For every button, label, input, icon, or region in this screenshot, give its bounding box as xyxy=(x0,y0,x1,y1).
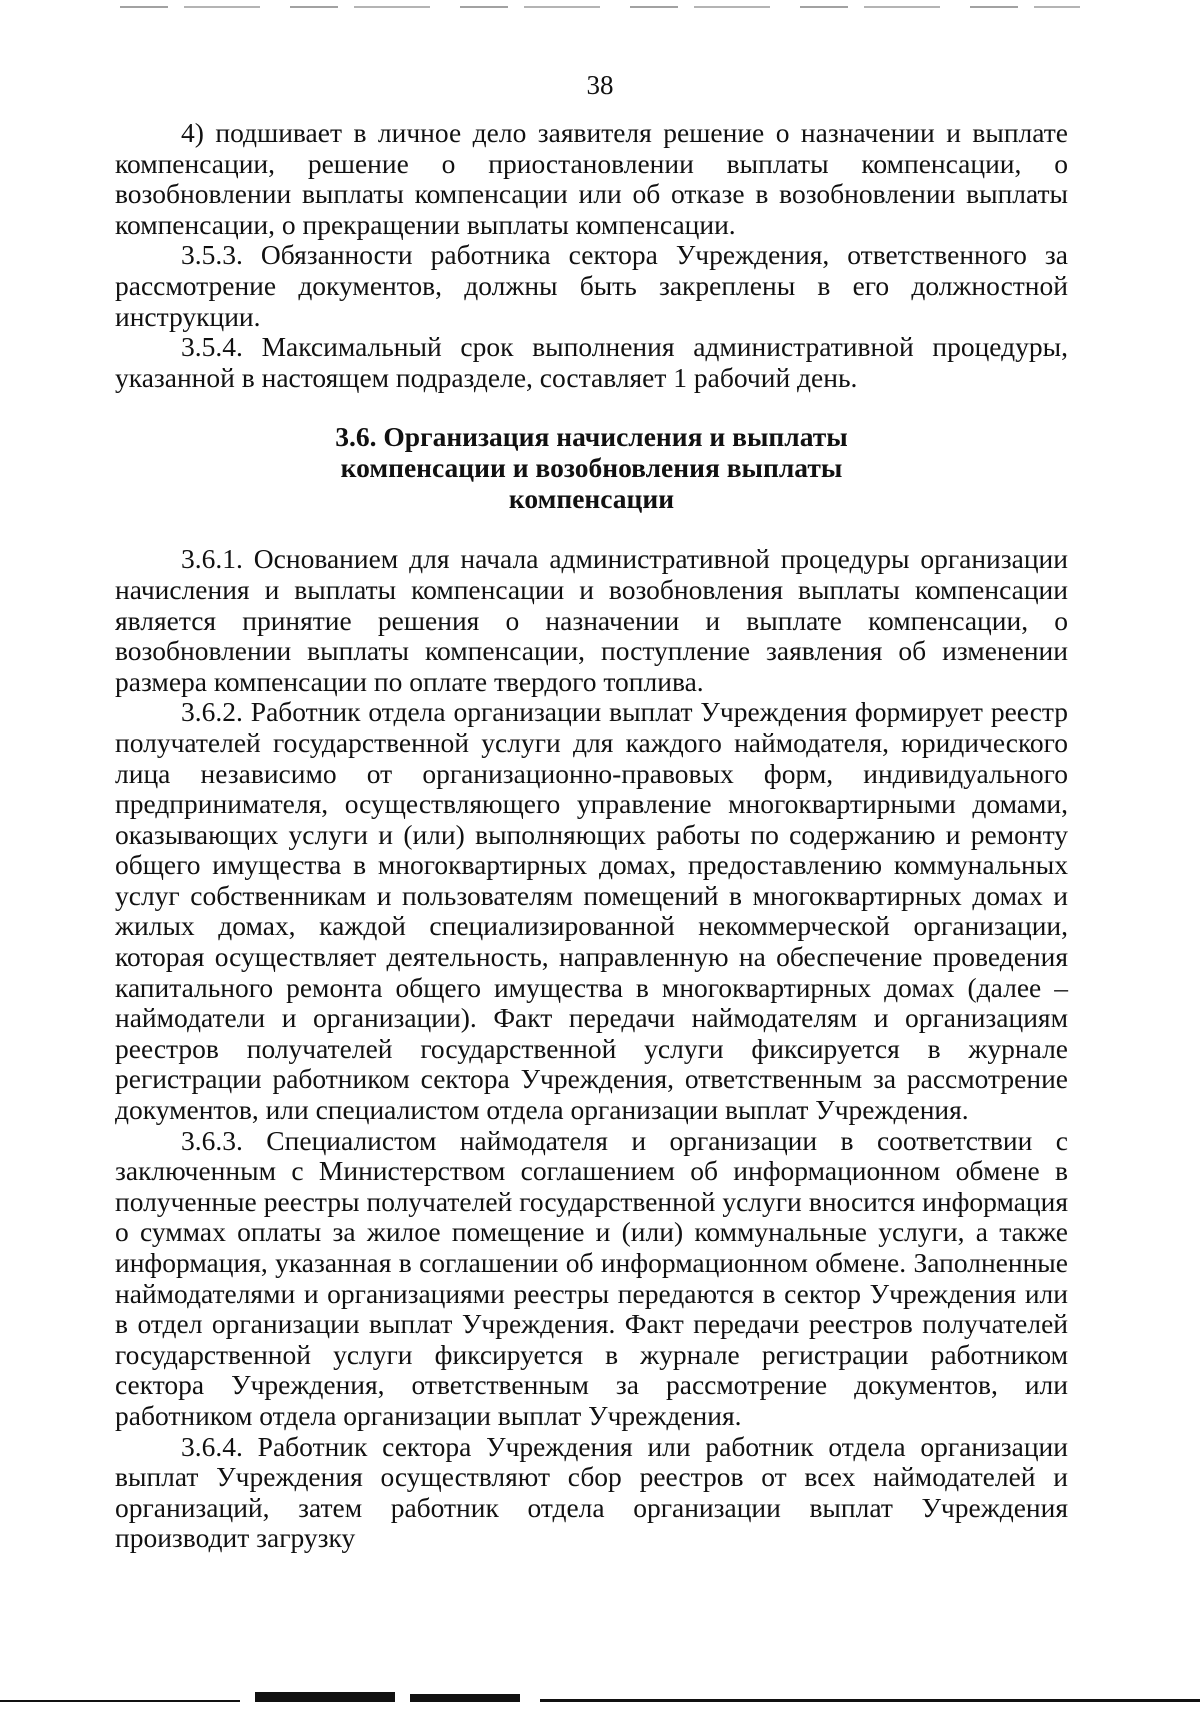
scan-artifact xyxy=(410,1694,520,1702)
paragraph-3-6-3: 3.6.3. Специалистом наймодателя и организации в соответствии с заключенным с Министерством соглашением об информационном обмене в полученные реестры получателей государственной услуги вносится информация о суммах оплаты за жилое помещение и (или) коммунальные услуги, а также информация, указанная в соглашении об информационном обмене. Заполненные наймодателями и организациями реестры передаются в сектор Учреждения или в отдел организации выплат Учреждения. Факт передачи реестров получателей государственной услуги фиксируется в журнале регистрации работником сектора Учреждения, ответственным за рассмотрение документов, или работником отдела организации выплат Учреждения. xyxy=(115,1124,1068,1431)
paragraph-3-5-3: 3.5.3. Обязанности работника сектора Учреждения, ответственного за рассмотрение документов, должны быть закреплены в его должностной инструкции. xyxy=(115,239,1068,332)
scan-edge-bottom xyxy=(0,1688,1200,1702)
paragraph-3-6-2: 3.6.2. Работник отдела организации выплат Учреждения формирует реестр получателей государственной услуги для каждого наймодателя, юридического лица независимо от организационно-правовых форм, индивидуального предпринимателя, осуществляющего управление многоквартирными домами, оказывающих услуги и (или) выполняющих работы по содержанию и ремонту общего имущества в многоквартирных домах, предоставлению коммунальных услуг собственникам и пользователям помещений в многоквартирных домах и жилых домах, каждой специализированной некоммерческой организации, которая осуществляет деятельность, направленную на обеспечение проведения капитального ремонта общего имущества в многоквартирных домах (далее – наймодатели и организации). Факт передачи наймодателям и организациям реестров получателей государственной услуги фиксируется в журнале регистрации работником сектора Учреждения, ответственным за рассмотрение документов, или специалистом отдела организации выплат Учреждения. xyxy=(115,696,1068,1126)
paragraph-3-6-1: 3.6.1. Основанием для начала административной процедуры организации начисления и выплаты компенсации и возобновления выплаты компенсации является принятие решения о назначении и выплате компенсации, о возобновлении выплаты компенсации, поступление заявления об изменении размера компенсации по оплате твердого топлива. xyxy=(115,543,1068,697)
scan-artifact xyxy=(540,1699,1200,1702)
paragraph-3-6-4: 3.6.4. Работник сектора Учреждения или работник отдела организации выплат Учреждения осуществляют сбор реестров от всех наймодателей и организаций, затем работник отдела организации выплат Учреждения производит загрузку xyxy=(115,1430,1068,1554)
scan-edge-top xyxy=(120,6,1080,8)
page-number: 38 xyxy=(586,70,614,100)
scan-artifact xyxy=(0,1700,240,1702)
heading-line: компенсации xyxy=(508,483,675,515)
paragraph-item-4: 4) подшивает в личное дело заявителя решение о назначении и выплате компенсации, решение о приостановлении выплаты компенсации, о возобновлении выплаты компенсации или об отказе в возобновлении выплаты компенсации, о прекращении выплаты компенсации. xyxy=(115,117,1068,240)
heading-line: 3.6. Организация начисления и выплаты xyxy=(335,421,848,453)
paragraph-3-5-4: 3.5.4. Максимальный срок выполнения административной процедуры, указанной в настоящем подразделе, составляет 1 рабочий день. xyxy=(115,331,1068,393)
heading-line: компенсации и возобновления выплаты xyxy=(340,452,843,484)
document-body xyxy=(115,118,1068,1554)
scan-artifact xyxy=(255,1692,395,1702)
section-heading-3-6 xyxy=(115,421,1068,514)
